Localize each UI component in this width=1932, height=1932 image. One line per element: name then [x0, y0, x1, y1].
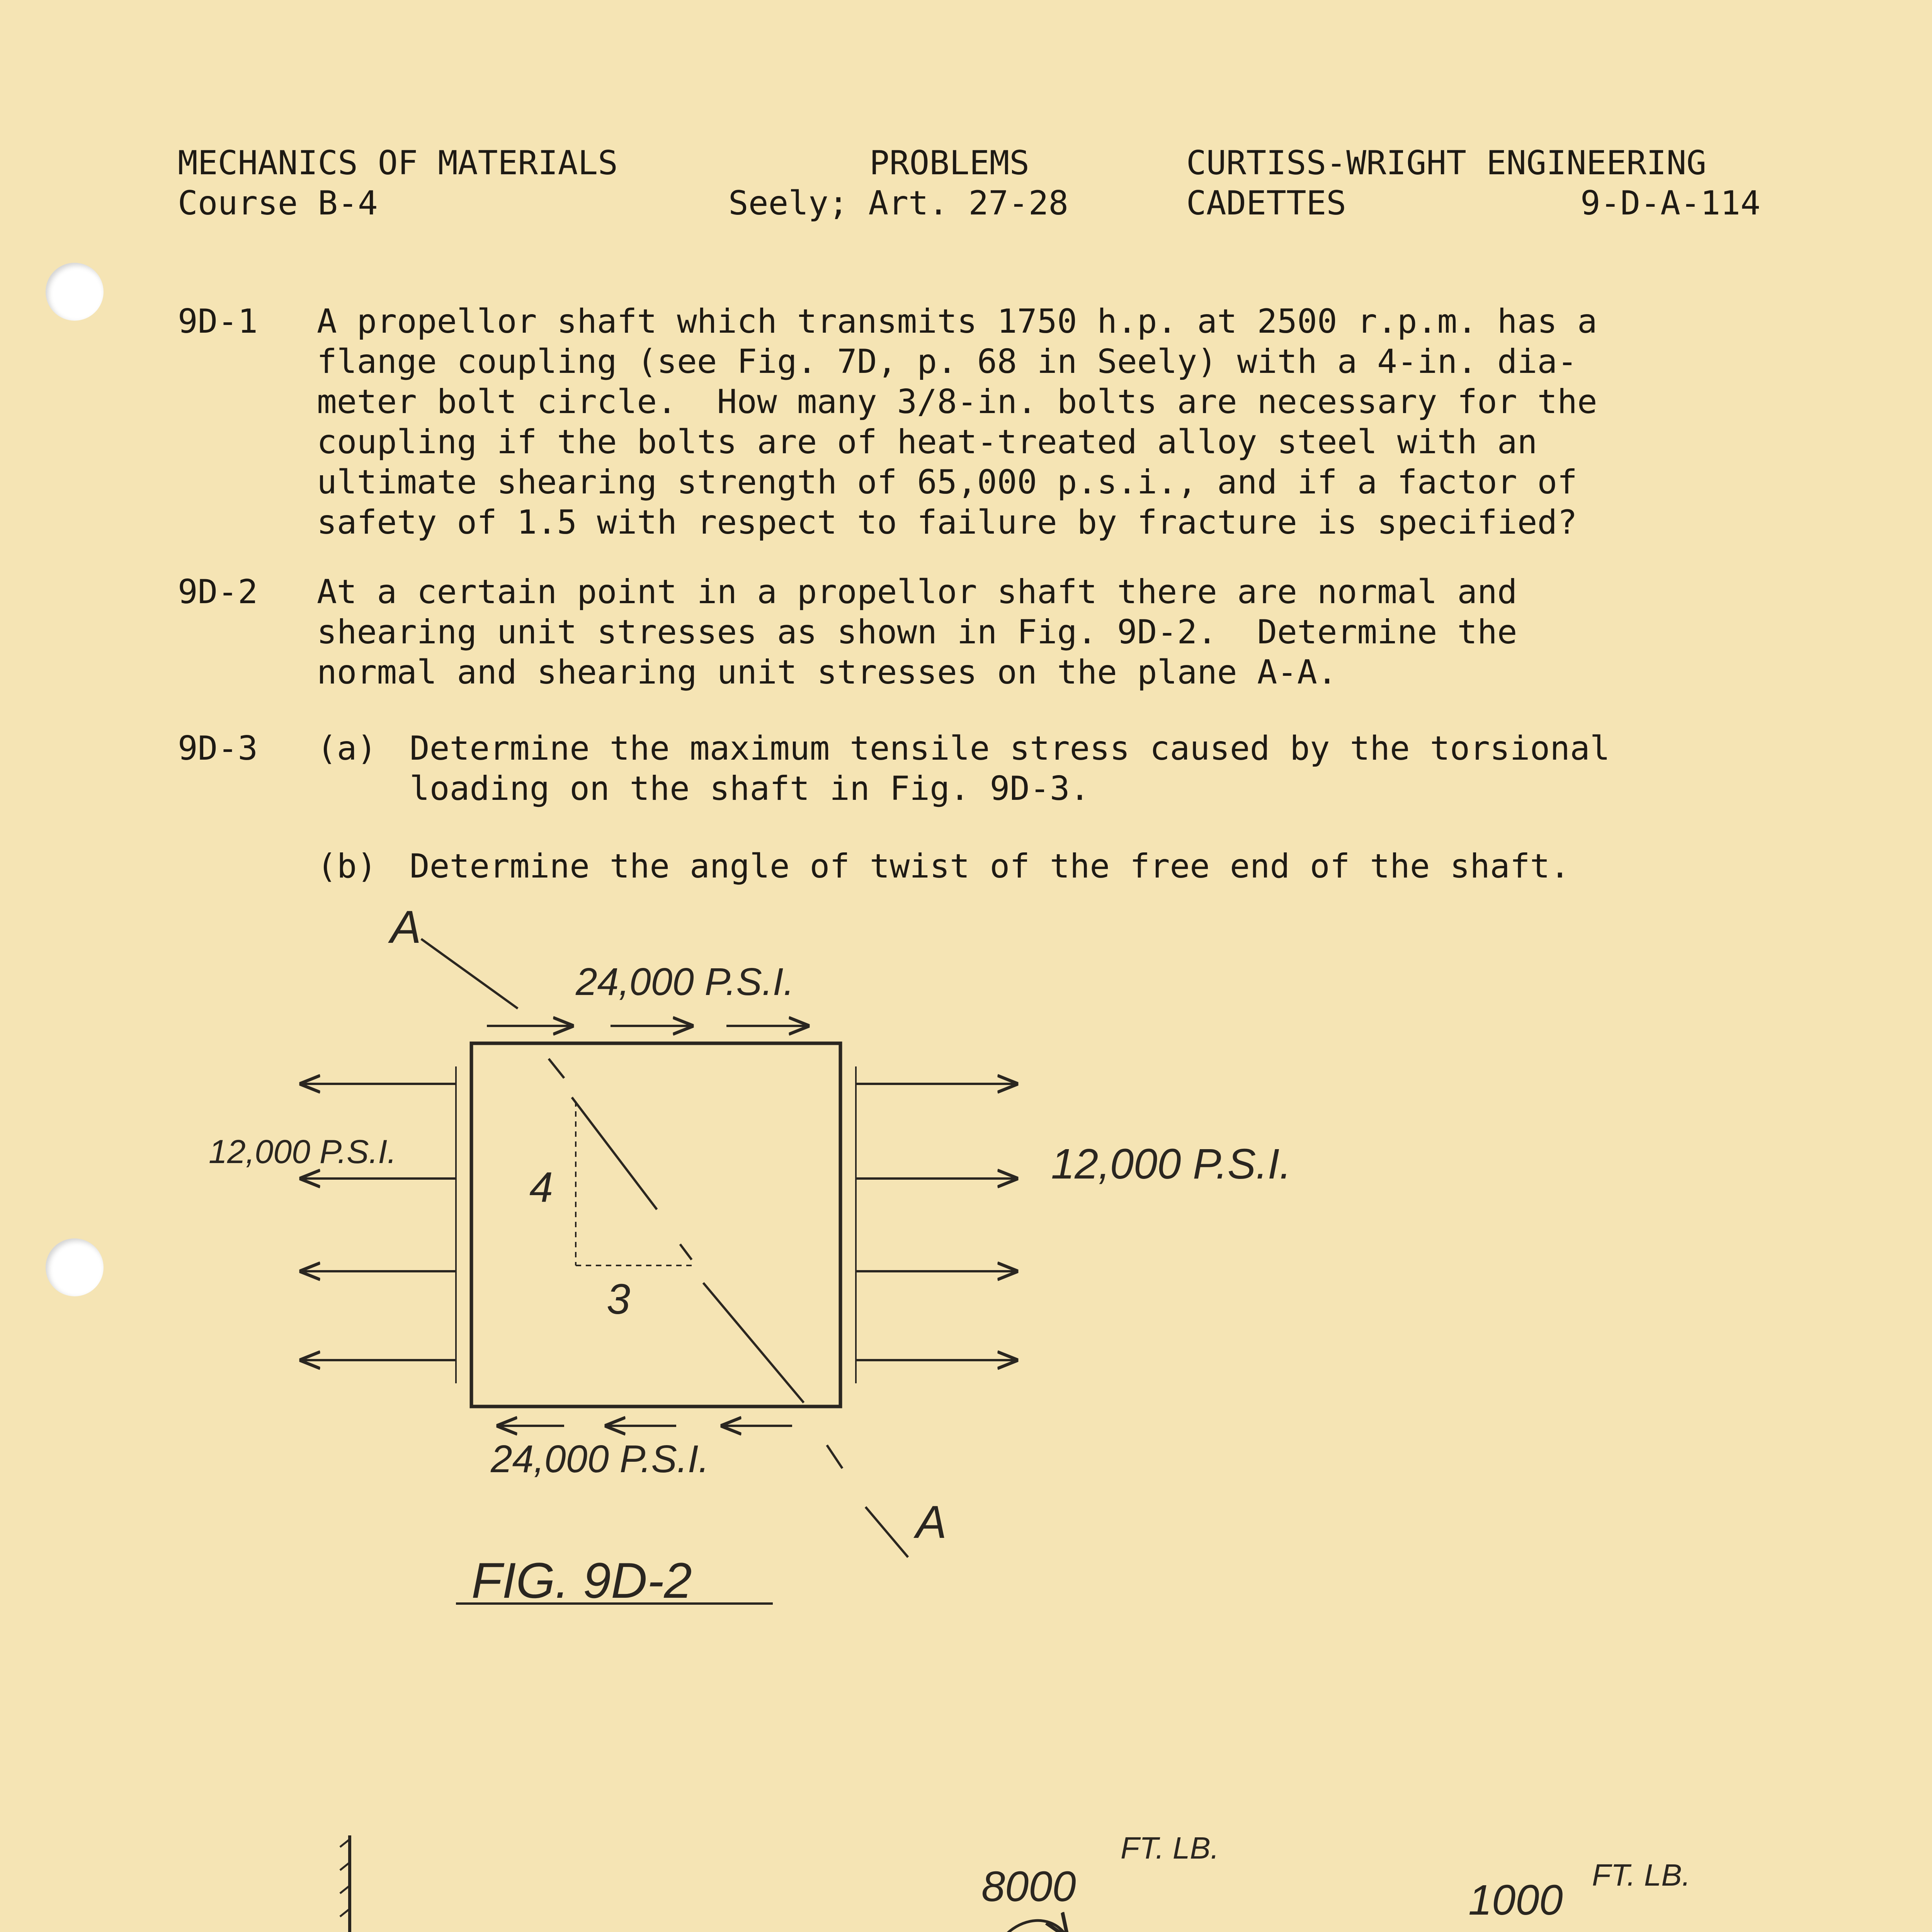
figure-9d-2-labels [209, 901, 1291, 1609]
figure-9d-3 [340, 1835, 1521, 1932]
header-course-title: MECHANICS OF MATERIALS [178, 144, 618, 182]
slope-rise-label: 4 [529, 1163, 553, 1211]
problem-text-line: shearing unit stresses as shown in Fig. 9D-2. Determine the [317, 613, 1517, 651]
part-b-label: (b) [317, 847, 377, 886]
plane-line-top [421, 939, 518, 1009]
shear-label-bottom: 24,000 P.S.I. [491, 1437, 709, 1481]
problem-text-line: normal and shearing unit stresses on the plane A-A. [317, 653, 1337, 692]
header-cadettes: CADETTES [1186, 184, 1347, 223]
plane-line-inner-3 [680, 1244, 692, 1260]
plane-line-bottom-2 [866, 1507, 908, 1557]
torque-2-value: 1000 [1468, 1876, 1563, 1924]
problem-text-line: A propellor shaft which transmits 1750 h.p. at 2500 r.p.m. has a [317, 302, 1597, 341]
problem-text-line: safety of 1.5 with respect to failure by fracture is specified? [317, 503, 1577, 542]
problem-text-line: loading on the shaft in Fig. 9D-3. [410, 769, 1090, 808]
figure-9d-2 [301, 939, 1016, 1604]
header-problems-title: PROBLEMS [869, 144, 1030, 182]
problem-text-line: Determine the maximum tensile stress caused by the torsional [410, 729, 1610, 768]
problem-text-line: ultimate shearing strength of 65,000 p.s.i., and if a factor of [317, 463, 1577, 502]
shear-label-top: 24,000 P.S.I. [576, 960, 794, 1003]
normal-label-left: 12,000 P.S.I. [209, 1133, 397, 1170]
problem-text-line: meter bolt circle. How many 3/8-in. bolts are necessary for the [317, 383, 1597, 421]
plane-line-inner-2 [572, 1097, 657, 1209]
slope-run-label: 3 [607, 1276, 631, 1323]
problem-text-line: Determine the angle of twist of the free end of the shaft. [410, 847, 1570, 886]
header-course-code: Course B-4 [178, 184, 378, 223]
header-document-id: 9-D-A-114 [1580, 184, 1760, 223]
problem-text-line: flange coupling (see Fig. 7D, p. 68 in Seely) with a 4-in. dia- [317, 342, 1577, 381]
problem-number: 9D-2 [178, 573, 258, 611]
problem-text-line: At a certain point in a propellor shaft there are normal and [317, 573, 1517, 611]
plane-line-inner-4 [703, 1283, 804, 1403]
header-reference: Seely; Art. 27-28 [728, 184, 1069, 223]
problem-number: 9D-3 [178, 729, 258, 768]
normal-label-right: 12,000 P.S.I. [1051, 1140, 1291, 1188]
figure-caption: FIG. 9D-2 [471, 1552, 692, 1609]
figure-9d-3-labels [649, 1831, 1690, 1932]
plane-label-top: A [390, 901, 422, 953]
problem-text-line: coupling if the bolts are of heat-treated alloy steel with an [317, 423, 1537, 461]
part-a-label: (a) [317, 729, 377, 768]
stress-element [471, 1043, 840, 1406]
plane-label-bottom: A [916, 1496, 947, 1548]
plane-line-bottom [827, 1445, 842, 1468]
torque-1-unit: FT. LB. [1121, 1831, 1219, 1865]
problem-number: 9D-1 [178, 302, 258, 341]
torque-2-unit: FT. LB. [1592, 1858, 1690, 1892]
torque-8000-icon [988, 1920, 1066, 1932]
header-institution: CURTISS-WRIGHT ENGINEERING [1186, 144, 1707, 182]
plane-line-inner-1 [549, 1059, 564, 1078]
torque-1-value: 8000 [981, 1863, 1076, 1910]
